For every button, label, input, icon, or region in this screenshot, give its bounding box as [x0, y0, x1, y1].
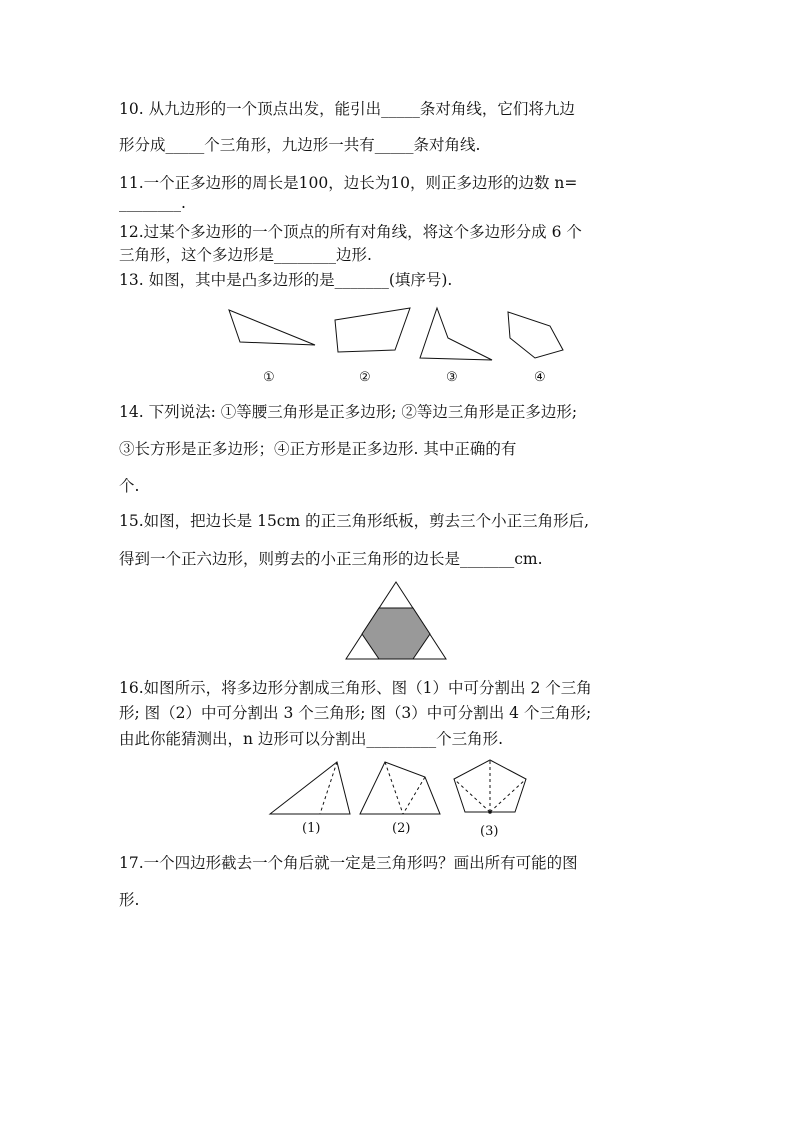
- label-2: ②: [359, 370, 371, 385]
- q11-line1: 11.一个正多边形的周长是100，边长为10，则正多边形的边数 n=: [119, 174, 578, 192]
- label-4: ④: [534, 370, 546, 385]
- fig1-diagonal: [320, 762, 337, 814]
- q16-figure: [265, 757, 535, 842]
- shape-1-triangle: [229, 310, 315, 345]
- fig2-diagonal-2: [403, 777, 425, 814]
- fig2-pentagon: [360, 762, 440, 814]
- fig2-diagonal-1: [385, 762, 403, 814]
- q11-line2: ________.: [119, 194, 186, 212]
- q14-line2: ③长方形是正多边形；④正方形是正多边形. 其中正确的有: [119, 440, 517, 458]
- q10-line1: 10. 从九边形的一个顶点出发，能引出_____条对角线，它们将九边: [119, 100, 575, 118]
- q17-line1: 17.一个四边形截去一个角后就一定是三角形吗？画出所有可能的图: [119, 854, 578, 872]
- fig3-label: (3): [480, 824, 499, 839]
- q16-line1: 16.如图所示，将多边形分割成三角形、图（1）中可分割出 2 个三角: [119, 679, 592, 697]
- q12-line2: 三角形，这个多边形是________边形.: [119, 246, 372, 264]
- q15-line2: 得到一个正六边形，则剪去的小正三角形的边长是_______cm.: [119, 550, 543, 568]
- fig2-label: (2): [392, 821, 411, 836]
- q16-line2: 形; 图（2）中可分割出 3 个三角形; 图（3）中可分割出 4 个三角形;: [119, 704, 592, 722]
- q14-line3: 个.: [119, 477, 140, 495]
- q16-line3: 由此你能猜测出，n 边形可以分割出_________个三角形.: [119, 730, 504, 748]
- shape-2-quadrilateral: [335, 308, 410, 352]
- hexagon-shaded: [362, 608, 430, 659]
- q14-line1: 14. 下列说法: ①等腰三角形是正多边形; ②等边三角形是正多边形;: [119, 403, 578, 421]
- fig1-label: (1): [302, 821, 321, 836]
- q15-figure: [344, 580, 448, 664]
- q13-line1: 13. 如图，其中是凸多边形的是_______(填序号).: [119, 271, 453, 289]
- label-3: ③: [446, 370, 458, 385]
- fig1-quadrilateral: [270, 762, 350, 814]
- shape-4-pentagon: [508, 312, 563, 358]
- shape-3-concave: [420, 308, 492, 360]
- q10-line2: 形分成_____个三角形，九边形一共有_____条对角线.: [119, 136, 481, 154]
- fig3-center-point: [488, 810, 492, 814]
- label-1: ①: [263, 370, 275, 385]
- q17-line2: 形.: [119, 891, 140, 909]
- q15-line1: 15.如图，把边长是 15cm 的正三角形纸板，剪去三个小正三角形后,: [119, 512, 590, 530]
- q13-figure: [220, 300, 580, 390]
- q12-line1: 12.过某个多边形的一个顶点的所有对角线，将这个多边形分成 6 个: [119, 223, 582, 241]
